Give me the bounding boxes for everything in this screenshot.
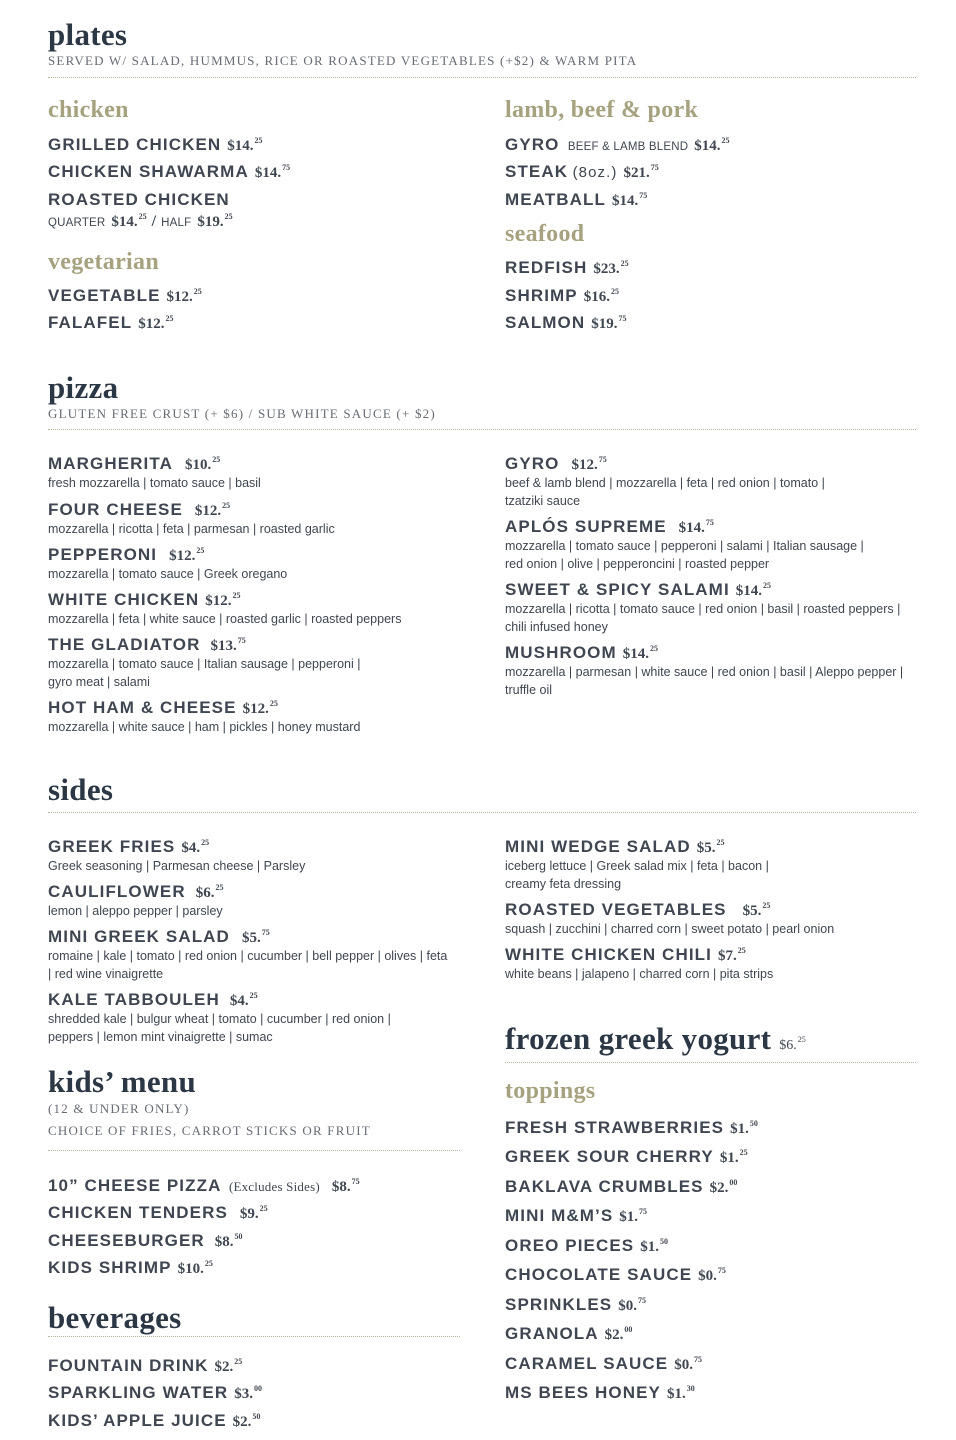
menu-item bbox=[48, 591, 241, 609]
item-name: SPRINKLES bbox=[505, 1295, 613, 1314]
menu-item bbox=[48, 1412, 260, 1430]
plates-subtitle: SERVED W/ SALAD, HUMMUS, RICE OR ROASTED VEGETABLES (+$2) & WARM PITA bbox=[48, 53, 638, 68]
menu-item bbox=[505, 259, 629, 277]
item-name: FOUNTAIN DRINK bbox=[48, 1356, 209, 1375]
item-price: $2.00 bbox=[709, 1178, 738, 1196]
item-name: MEATBALL bbox=[505, 190, 607, 209]
menu-item bbox=[505, 838, 724, 856]
menu-item bbox=[48, 1232, 243, 1250]
item-price: $1.30 bbox=[667, 1384, 695, 1402]
menu-item bbox=[505, 455, 607, 473]
item-price: $14.75 bbox=[678, 518, 714, 536]
menu-item bbox=[48, 883, 223, 901]
menu-item bbox=[505, 1296, 646, 1314]
menu-item bbox=[48, 1259, 213, 1277]
frozen-yogurt-price: $6.25 bbox=[779, 1035, 806, 1053]
item-name: CHEESEBURGER bbox=[48, 1231, 205, 1250]
menu-item bbox=[505, 644, 658, 662]
item-price: $14.25 bbox=[622, 644, 658, 662]
item-price: $8.50 bbox=[214, 1232, 243, 1250]
item-name: MINI GREEK SALAD bbox=[48, 927, 230, 946]
menu-item bbox=[48, 314, 173, 332]
item-price: $12.25 bbox=[138, 314, 174, 332]
item-description: mozzarella | white sauce | ham | pickles | honey mustard bbox=[48, 720, 361, 734]
item-name: CHICKEN TENDERS bbox=[48, 1203, 228, 1222]
item-name: WHITE CHICKEN bbox=[48, 590, 200, 609]
item-name: HOT HAM & CHEESE bbox=[48, 698, 237, 717]
item-name: CHOCOLATE SAUCE bbox=[505, 1265, 693, 1284]
kids-menu-heading: kids’ menu bbox=[48, 1064, 196, 1099]
item-price: $3.00 bbox=[234, 1384, 262, 1402]
item-description: beef & lamb blend | mozzarella | feta | red onion | tomato | tzatziki sauce bbox=[505, 476, 825, 508]
item-name: WHITE CHICKEN CHILI bbox=[505, 945, 712, 964]
sides-divider bbox=[48, 812, 916, 813]
item-price: $12.75 bbox=[571, 455, 607, 473]
menu-item bbox=[505, 1178, 737, 1196]
item-name: GREEK FRIES bbox=[48, 837, 176, 856]
quarter-label: QUARTER bbox=[48, 217, 106, 229]
item-description: squash | zucchini | charred corn | sweet potato | pearl onion bbox=[505, 922, 835, 936]
item-price: $1.25 bbox=[719, 1148, 748, 1166]
item-name: CARAMEL SAUCE bbox=[505, 1354, 669, 1373]
menu-item bbox=[48, 636, 246, 654]
pizza-subtitle: GLUTEN FREE CRUST (+ $6) / SUB WHITE SAUCE (+ $2) bbox=[48, 406, 436, 421]
menu-item bbox=[48, 928, 270, 946]
item-price: $13.75 bbox=[210, 636, 246, 654]
item-price: $14.25 bbox=[735, 581, 772, 599]
item-name: GYRO bbox=[505, 135, 560, 154]
item-name: STEAK bbox=[505, 162, 569, 181]
item-price: $1.75 bbox=[619, 1207, 648, 1225]
item-name: GYRO bbox=[505, 454, 560, 473]
item-description: fresh mozzarella | tomato sauce | basil bbox=[48, 476, 261, 490]
frozen-yogurt-heading: frozen greek yogurt bbox=[505, 1021, 772, 1056]
item-description: mozzarella | ricotta | feta | parmesan | roasted garlic bbox=[48, 522, 335, 536]
item-name: GRANOLA bbox=[505, 1324, 599, 1343]
kids-menu-subtitle-choice: CHOICE OF FRIES, CARROT STICKS OR FRUIT bbox=[48, 1123, 371, 1138]
item-name: ROASTED CHICKEN bbox=[48, 190, 230, 209]
item-price: $12.25 bbox=[242, 699, 278, 717]
frozen-yogurt-divider bbox=[505, 1062, 916, 1063]
item-price: $14.25 bbox=[227, 136, 263, 154]
item-name: MUSHROOM bbox=[505, 643, 617, 662]
item-price: $1.50 bbox=[640, 1237, 668, 1255]
item-price: $2.25 bbox=[214, 1357, 243, 1375]
slash-separator: / bbox=[151, 213, 157, 230]
item-name: SALMON bbox=[505, 313, 586, 332]
kids-menu-subtitle-age: (12 & UNDER ONLY) bbox=[48, 1101, 190, 1116]
menu-item bbox=[48, 546, 204, 564]
item-name: GRILLED CHICKEN bbox=[48, 135, 222, 154]
menu-item bbox=[505, 901, 770, 919]
quarter-price: $14.25 bbox=[111, 212, 147, 230]
item-name: GREEK SOUR CHERRY bbox=[505, 1147, 714, 1166]
menu-item bbox=[48, 455, 220, 473]
menu-item bbox=[505, 1325, 632, 1343]
item-name: MINI WEDGE SALAD bbox=[505, 837, 691, 856]
item-price: $2.50 bbox=[232, 1412, 261, 1430]
item-name: CHICKEN SHAWARMA bbox=[48, 162, 249, 181]
item-description: lemon | aleppo pepper | parsley bbox=[48, 904, 223, 918]
menu-item bbox=[505, 518, 714, 536]
item-price: $12.25 bbox=[205, 591, 241, 609]
item-description: mozzarella | feta | white sauce | roasted garlic | roasted peppers bbox=[48, 612, 402, 626]
item-price: $7.25 bbox=[717, 946, 746, 964]
item-price: $10.25 bbox=[184, 455, 221, 473]
item-name: OREO PIECES bbox=[505, 1236, 635, 1255]
menu-item bbox=[48, 838, 209, 856]
lamb-beef-pork-heading: lamb, beef & pork bbox=[505, 97, 699, 123]
item-price: $9.25 bbox=[239, 1204, 268, 1222]
item-price: $5.25 bbox=[696, 838, 725, 856]
kids-menu-divider bbox=[48, 1150, 460, 1151]
item-description: mozzarella | tomato sauce | Italian sausage | pepperoni | gyro meat | salami bbox=[48, 657, 361, 689]
pizza-heading: pizza bbox=[48, 370, 119, 405]
plates-divider bbox=[48, 77, 916, 78]
item-description: shredded kale | bulgur wheat | tomato | cucumber | red onion | peppers | lemon mint vinaigrette | sumac bbox=[48, 1012, 391, 1044]
half-price: $19.25 bbox=[197, 212, 233, 230]
menu-item bbox=[48, 136, 263, 154]
menu-item bbox=[48, 501, 230, 519]
menu-item bbox=[505, 946, 746, 964]
menu-item bbox=[505, 581, 771, 599]
menu-item bbox=[505, 191, 647, 209]
menu-item bbox=[505, 1237, 668, 1255]
item-price: $0.75 bbox=[618, 1296, 646, 1314]
item-name: REDFISH bbox=[505, 258, 588, 277]
item-name: APLÓS SUPREME bbox=[505, 517, 667, 536]
half-label: HALF bbox=[161, 217, 192, 229]
menu-item bbox=[505, 1355, 702, 1373]
item-name: SWEET & SPICY SALAMI bbox=[505, 580, 730, 599]
item-description: Greek seasoning | Parmesan cheese | Parsley bbox=[48, 859, 306, 873]
item-description: white beans | jalapeno | charred corn | pita strips bbox=[505, 967, 774, 981]
menu-item bbox=[48, 699, 278, 717]
item-price: $0.75 bbox=[698, 1266, 726, 1284]
item-name: CAULIFLOWER bbox=[48, 882, 186, 901]
menu-item bbox=[505, 163, 659, 181]
item-price: $21.75 bbox=[623, 163, 659, 181]
item-price: $0.75 bbox=[674, 1355, 702, 1373]
pizza-divider bbox=[48, 429, 916, 430]
item-price: $12.25 bbox=[169, 546, 205, 564]
plates-heading: plates bbox=[48, 17, 128, 52]
vegetarian-heading: vegetarian bbox=[48, 249, 159, 275]
item-price: $12.25 bbox=[166, 287, 202, 305]
item-name: KIDS SHRIMP bbox=[48, 1258, 172, 1277]
menu-item bbox=[505, 1119, 758, 1137]
item-price: $14.75 bbox=[612, 191, 648, 209]
item-price: $4.25 bbox=[181, 838, 210, 856]
item-name: THE GLADIATOR bbox=[48, 635, 201, 654]
item-name: 10” CHEESE PIZZA bbox=[48, 1176, 222, 1195]
menu-item bbox=[505, 1266, 726, 1284]
sides-heading: sides bbox=[48, 772, 114, 807]
item-name: KIDS’ APPLE JUICE bbox=[48, 1411, 227, 1430]
item-price: $8.75 bbox=[331, 1177, 360, 1195]
menu-item bbox=[505, 1148, 748, 1166]
item-note: (8oz.) bbox=[572, 164, 618, 181]
item-description: mozzarella | parmesan | white sauce | red onion | basil | Aleppo pepper | truffle oil bbox=[505, 665, 904, 697]
item-name: VEGETABLE bbox=[48, 286, 161, 305]
item-price: $6.25 bbox=[195, 883, 224, 901]
item-note: BEEF & LAMB BLEND bbox=[567, 141, 689, 153]
item-name: KALE TABBOULEH bbox=[48, 990, 220, 1009]
menu-item bbox=[48, 287, 202, 305]
item-price: $14.25 bbox=[694, 136, 730, 154]
chicken-heading: chicken bbox=[48, 97, 129, 123]
item-price: $16.25 bbox=[583, 287, 619, 305]
item-price: $14.75 bbox=[254, 163, 291, 181]
item-name: MARGHERITA bbox=[48, 454, 173, 473]
item-price: $23.25 bbox=[593, 259, 629, 277]
beverages-divider bbox=[48, 1336, 460, 1337]
item-name: MINI M&M’S bbox=[505, 1206, 614, 1225]
menu-item bbox=[505, 287, 619, 305]
frozen-yogurt-header bbox=[505, 1023, 806, 1054]
item-price: $5.25 bbox=[742, 901, 771, 919]
menu-item bbox=[505, 1384, 695, 1402]
item-name: PEPPERONI bbox=[48, 545, 158, 564]
item-description: mozzarella | tomato sauce | pepperoni | salami | Italian sausage | red onion | olive | pepperoncini | roasted pepper bbox=[505, 539, 864, 571]
item-price: $19.75 bbox=[591, 314, 627, 332]
item-name: FRESH STRAWBERRIES bbox=[505, 1118, 725, 1137]
menu-item bbox=[48, 163, 290, 181]
item-name: FALAFEL bbox=[48, 313, 133, 332]
item-name: SPARKLING WATER bbox=[48, 1383, 229, 1402]
item-price: $4.25 bbox=[229, 991, 258, 1009]
menu-item bbox=[505, 136, 730, 154]
item-name: ROASTED VEGETABLES bbox=[505, 900, 727, 919]
menu-item bbox=[505, 314, 627, 332]
menu-item bbox=[48, 1357, 242, 1375]
toppings-heading: toppings bbox=[505, 1078, 596, 1104]
beverages-heading: beverages bbox=[48, 1300, 182, 1335]
item-price: $1.50 bbox=[730, 1119, 758, 1137]
menu-item bbox=[48, 1204, 268, 1222]
menu-item bbox=[48, 191, 230, 209]
roasted-chicken-options bbox=[48, 213, 233, 230]
item-price: $10.25 bbox=[177, 1259, 213, 1277]
item-name: FOUR CHEESE bbox=[48, 500, 183, 519]
menu-item bbox=[505, 1207, 647, 1225]
seafood-heading: seafood bbox=[505, 221, 585, 247]
menu-item bbox=[48, 991, 258, 1009]
item-note: (Excludes Sides) bbox=[228, 1179, 320, 1194]
menu-item bbox=[48, 1384, 262, 1402]
item-description: romaine | kale | tomato | red onion | cucumber | bell pepper | olives | feta | red wine vinaigrette bbox=[48, 949, 448, 981]
item-price: $2.00 bbox=[604, 1325, 633, 1343]
item-price: $5.75 bbox=[241, 928, 270, 946]
item-description: iceberg lettuce | Greek salad mix | feta | bacon | creamy feta dressing bbox=[505, 859, 769, 891]
item-name: SHRIMP bbox=[505, 286, 578, 305]
menu-item bbox=[48, 1177, 360, 1195]
item-name: BAKLAVA CRUMBLES bbox=[505, 1177, 704, 1196]
item-price: $12.25 bbox=[194, 501, 231, 519]
item-description: mozzarella | tomato sauce | Greek oregano bbox=[48, 567, 288, 581]
item-description: mozzarella | ricotta | tomato sauce | red onion | basil | roasted peppers | chili infused honey bbox=[505, 602, 901, 634]
item-name: MS BEES HONEY bbox=[505, 1383, 661, 1402]
